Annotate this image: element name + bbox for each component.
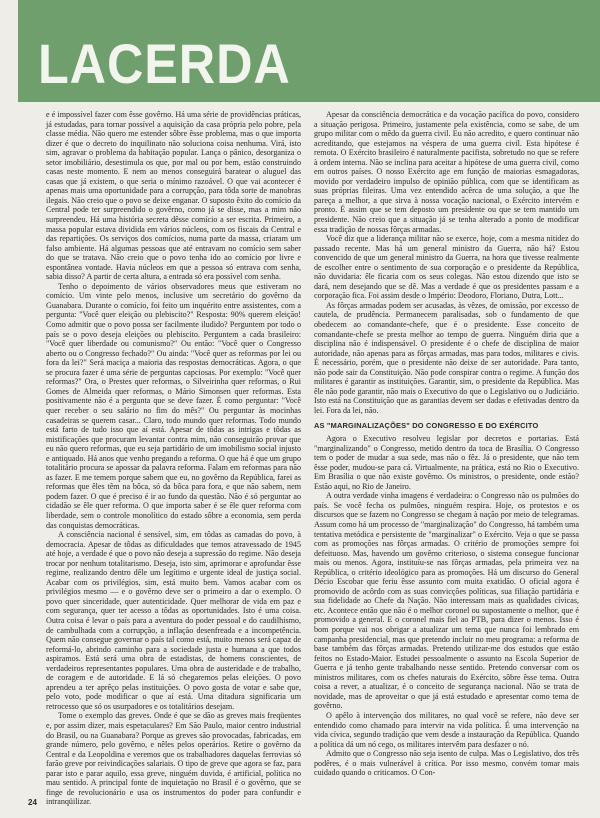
paragraph: e é impossível fazer com êsse govêrno. Há uma série de providências práticas, já estudadas, para tornar possível a aquisição da casa própria pelo pobre, pela classe média. Não quero me estender sôbre êsse problema, mas o que importa dizer é que o decreto do inquilinato não soluciona coisa nenhuma. Virá, isto sim, agravar o problema da habitação popular. Lança o pânico, desorganiza o setor imobiliário, desestimula os que, por mal ou por bem, estão construindo casas neste momento. E nem ao menos conseguirá baratear o aluguel das casas que já existem, o que seria o mínimo razoável. O que vai acontecer é apenas mais uma oportunidade para a corrupção, para tôda sorte de manobras ilegais. Não creio que o povo se deixe enganar. O suposto êxito do comício da Central pode ter surpreendido o govêrno, como já se disse, mas a mim não surpreendeu. Há uma história secreta dêsse comício a ser escrita. Primeiro, a massa popular estava dividida em vários núcleos, com os fiscais da Central e das repartições. Os serviços dos comícios, numa parte da massa, criaram um falso ambiente. Há algumas pessoas que até entravam no comício sem saber do que se tratava. Não creio que o povo tenha ido ao comício por livre e espontânea vontade. Havia núcleos em que a pessoa só entrava com senha, sabia disso? A partir de certa altura, a entrada só era possível com senha.	[46, 110, 301, 282]
paragraph: Você diz que a liderança militar não se exerce, hoje, com a mesma nitidez do passado recente. Mas há um general ministro da Guerra, não há? Estou convencido de que um general ministro da Guerra, na hora que tivesse realmente de escolher entre o sentimento de sua corporação e o presidente da República, não duvidaria: êle ficaria com os seus colegas. Não estou dizendo que isto se dará, nem desejando que se dê. Mas a verdade é que os presidentes passam e a corporação fica. Foi assim desde o Império: Deodoro, Floriano, Dutra, Lott...	[314, 234, 579, 301]
title-banner	[18, 0, 600, 102]
paragraph: Tome o exemplo das greves. Onde é que se dão as greves mais freqüentes e, por assim dizer, mais espetaculares? Em São Paulo, maior centro industrial do Brasil, ou na Guanabara? Porque as greves são provocadas, fabricadas, em grande número, pelo govêrno, e nêles pelos operários. Retire o govêrno da Central e da Leopoldina e veremos que os trabalhadores daquelas ferrovias só farão greve por reivindicações salariais. O tipo de greve que agora se faz, para parar isto e parar aquilo, essa greve, ninguém duvida, é artificial, política no mau sentido. A principal fonte de inquietação no Brasil é o govêrno, que se finge de revolucionário e usa os instrumentos do poder para confundir e intranqüilizar.	[46, 711, 301, 807]
page-title: LACERDA	[38, 32, 291, 95]
paragraph: Apesar da consciência democrática e da vocação pacífica do povo, considero a situação perigosa. Primeiro, justamente pela existência, como se sabe, de um grupo militar com o mêdo da guerra civil. Eu não acredito, e quero continuar não acreditando, que estejamos na véspera de uma guerra civil. Esta hipótese é remota. O Exército brasileiro é naturalmente pacifista, sobretudo no que se refere à ordem interna. Não se inclina para aceitar a hipótese de uma guerra civil, como em outros países. O nosso Exército age em função de maiorias esmagadoras, movido por verdadeiro impulso de opinião pública, com que se identificam as suas próprias fileiras. Uma vez entendido acêrca de uma solução, a que lhe pareça a melhor, a que sirva à nossa vocação nacional, o Exército intervém e pronto. É assim que se tem deposto um presidente ou que se tem mantido um presidente. Não creio que a situação já se tenha alterado a ponto de modificar essa tradição de nossas fôrças armadas.	[314, 110, 579, 234]
left-column	[46, 110, 301, 807]
paragraph: As fôrças armadas podem ser acusadas, às vêzes, de omissão, por excesso de cautela, de prudência. Permanecem paralisadas, sob o fundamento de que obedecem ao comandante-chefe, que é o presidente. Esse conceito de comandante-chefe se presta melhor ao tempo de guerra. Ninguém diria que a disciplina não é indispensável. O presidente é o chefe de disciplina de maior autoridade, não apenas para as fôrças armadas, mas para todos, militares e civis. É necessário, porém, que o presidente não deixe de ser autoridade. Para tanto, não pode sair da Constituição. Não pode conspirar contra o regime. A função dos militares é garantir as instituições. Garantir, sim, o presidente da República. Mas êle não pode garantir, não mais o Executivo do que o Legislativo ou o Judiciário. Isto está na Constituição que as garantias devem ser dadas e efetivadas dentro da lei. Fora da lei, não.	[314, 300, 579, 415]
section-subheading: AS "MARGINALIZAÇÕES" DO CONGRESSO E DO EXÉRCITO	[314, 420, 539, 430]
right-column	[314, 110, 579, 778]
paragraph: Admito que o Congresso não seja isento de culpa. Mas o Legislativo, dos três podêres, é o mais vulnerável à crítica. Por isso mesmo, convém tomar mais cuidado quando o criticamos. O Con-	[314, 749, 579, 778]
paragraph: O apêlo à intervenção dos militares, no qual você se refere, não deve ser entendido como chamado para intervir na vida política. É uma intervenção na vida cívica, segundo tradição que vem desde a instauração da República. Quando a política dá um nó cego, os militares intervêm para desfazer o nó.	[314, 710, 579, 749]
page-number: 24	[28, 798, 37, 807]
paragraph: A consciência nacional é sensível, sim, em tôdas as camadas do povo, à democracia. Apesar de tôdas as dificuldades que temos atravessado de 1945 até hoje, a verdade é que o povo não deseja a supressão do regime. Não deseja trocar por nenhum totalitarismo. Deseja, isto sim, aprimorar e aprofundar êsse regime, realizando dentro dêle um legítimo e urgente ideal de justiça social. Acabar com os privilégios, sim, está muito bem. Vamos acabar com os privilégios mesmo — e o govêrno deve ser o primeiro a dar o exemplo. O povo quer sinceridade, quer autenticidade. Quer melhorar de vida em paz e com segurança, quer ter acesso a tôdas as oportunidades. Isto é uma coisa. Outra coisa é levar o país para a aventura do poder pessoal e do caudilhismo, de cambulhada com a corrupção, a inflação desenfreada e a incompetência. Quem não consegue governar o país tal como está, muito menos será capaz de reformá-lo, abrindo caminho para a sociedade justa e humana a que todos aspiramos. Está será uma obra de estadistas, de homens conscientes, de verdadeiros representantes populares. Uma obra de austeridade e de trabalho, de coragem e de autoridade. E lá só chegaremos pelas eleições. O povo aprendeu a ter aprêço pelas instituições. O povo gosta de votar e sabe que, pelo voto, pode modificar o que aí está. Uma ditadura significaria um retrocesso que só os usurpadores e os totalitários desejam.	[46, 530, 301, 711]
paragraph: Tenho o depoimento de vários observadores meus que estiveram no comício. Um vinte pelo menos, inclusive um secretário do govêrno da Guanabara. Durante o comício, foi feito um inquérito entre assistentes, com a pergunta: "Você quer eleição ou plebiscito?" Resposta: 90% querem eleição! Como admitir que o povo possa ser facilmente iludido? Perguntem por todo o país se o povo deseja eleições ou plebiscito. Perguntem a cada brasileiro: "Você quer liberdade ou comunismo?" Ou então: "Você quer o Congresso aberto ou o Congresso fechado?" Ou ainda: "Você quer as reformas por lei ou fora da lei?" Será maciça a maioria das respostas democráticas. Agora, o que se procura fazer é uma série de perguntas capciosas. Por exemplo: "Você quer reformas?" Ora, o Prestes quer reformas, o Silveirinha quer reformas, o Rui Gomes de Almeida quer reformas, o Mário Simonsen quer reformas. Esta positivamente não é a pergunta que se deve fazer. É como perguntar: "Você quer receber o seu salário no fim do mês?" Ou perguntar às mocinhas casadeiras se querem casar... Claro, todo mundo quer reformas. Todo mundo está farto de tudo isso que aí está. Apesar de tôdas as intrigas e tôdas as mistificações que procuram levantar contra mim, não conseguirão provar que eu não quero reformas, que eu seja partidário de um imobilismo social injusto e antiquado. Há anos que venho pregando a reforma. O que há é que um grupo totalitário procura se apossar da palavra reforma. Falam em reformas para não as fazer. E me temem porque sabem que eu, no govêrno da República, farei as reformas que êles têm na bôca, só da bôca para fora, e que não sabem, nem podem fazer. O que é preciso é ir ao fundo da questão. Não é só perguntar ao cidadão se êle quer reforma. O que importa saber é se êle quer reforma com liberdade, sem o controle monolítico do estado sôbre a economia, sem perda das conquistas democráticas.	[46, 281, 301, 530]
paragraph: A outra verdade vinha imagens é verdadeira: o Congresso não os pulmões do país. Se você fecha os pulmões, ninguém respira. Hoje, os protestos e os discursos que se fazem no Congresso se chegam à nação por meio de telegramas. Assum como há um processo de "marginalização" do Congresso, há também uma tentativa metódica e persistente de "marginalizar" o Exército. Veja o que se passa com as promoções nas fôrças armadas. O critério de promoções sempre foi defeituoso. Mas, havendo um govêrno criterioso, o sistema consegue funcionar mais ou menos. Agora, instituíu-se nas fôrças armadas, pela primeira vez na República, o critério ideológico para as promoções. Há um discurso do General Décio Escobar que feriu êsse assunto com muita exatidão. O oficial agora é promovido de acôrdo com as suas convicções políticas, sua filiação partidária e sua fidelidade ao Chefe da Nação. Não interessam mais as qualidades cívicas, etc. Acontece então que não é o melhor coronel ou supostamente o melhor, que é promovido a general. E o coronel mais fiel ao PTB, para dizer o menos. Isso é bom porque vai nos obrigar a atualizar um tema que nunca foi lembrado em campanha presidencial, mas que pretendo incluir no meu programa: a reforma de base também das fôrças armadas. Pretendo utilizar-me dos estudos que estão feitos no Estado-Maior. Estudei pessoalmente o assunto na Escola Superior de Guerra e já tenho gente trabalhando nesse sentido. Pretendo conversar com os ministros militares, com os chefes naturais do Exército, sôbre êsse tema. Outra coisa a rever, a atualizar, é o conceito de segurança nacional. Não se trata de novidade, mas de aproveitar o que já está estudado e apresentar como tema de govêrno.	[314, 491, 579, 711]
paragraph: Agora o Executivo resolveu legislar por decretos e portarias. Está "marginalizando" o Congresso, metido dentro da toca de Brasília. O Congresso tem o poder de mudar a sua sede, mas não o fêz. Já o presidente, que não tem êsse poder, mudou-se para cá. Virtualmente, na prática, está no Rio o Executivo. Em Brasília o que não existe govêrno. Os ministros, o presidente, onde estão? Estão aqui, no Rio de Janeiro.	[314, 434, 579, 491]
